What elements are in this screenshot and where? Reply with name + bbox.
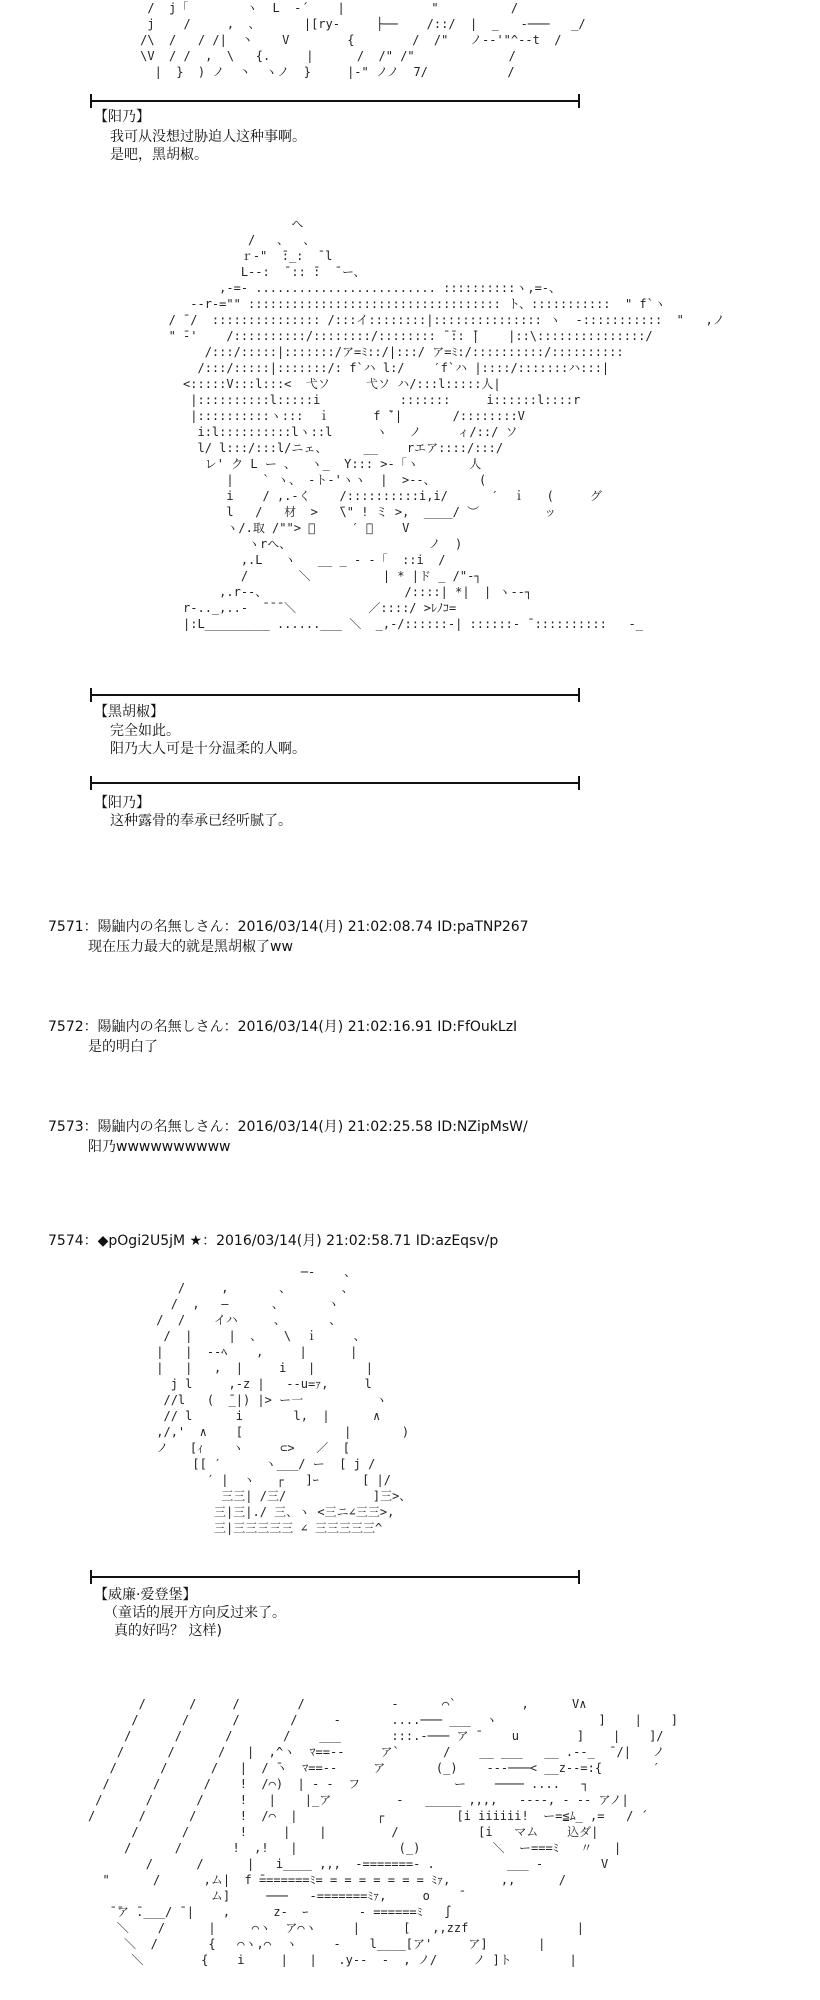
dialogue-line: 完全如此。 bbox=[110, 723, 180, 739]
dialogue-divider bbox=[90, 1576, 580, 1578]
post-body: 是的明白了 bbox=[88, 1039, 158, 1055]
post-header: 7572：陽鼬内の名無しさん：2016/03/14(月) 21:02:16.91 ID:FfOukLzI bbox=[48, 1019, 518, 1035]
bottom-ascii-art: / / / / - ⌒` , V∧ / / / / - ....─── ___ ヽ ] | ] / / / / ___ :::.-─── ア ̄ u ] | ]/ / / / | ,^ヽ ﾏ==-- ア` / __ ___ __ .--_ ̄ /| ノ / / / | / ̄ヽ ﾏ==-- ア (_) ---───< __z--=:{ ′ / / / ! /⌒) | - - フ ー ──── .... ┐ / / / ! | |_ア - _____ ,,,, ----, - -- アノ| / / / ! /⌒ | ┌ [i iiiiii! ー=≦ﾑ_ ,= / ´ / / ! | | / [i マム 込ダ| / / ! ,! | (_) ＼ ー===ﾐ 〃 | / / | i____ ,,, -=======- . ___ - V " / ,ム| f ̄=======ﾐ= = = = = = = = ﾐｧ, ,, / ム] ─── -=======ﾐｧ, o ̄ ̄ ̄ア ̄.___/ ̄ | , z- ｰ - ======ﾐ ∫ ＼ / | ⌒ヽ ア⌒ヽ | [ ,,zzf | ＼ / { ⌒ヽ,⌒ ヽ - l____[ア' ア] | ＼ { i | | .y-- - , ノ/ ノ ]ト | bbox=[88, 1697, 678, 1967]
dialogue-divider bbox=[90, 782, 580, 784]
dialogue-divider bbox=[90, 694, 580, 696]
speaker-label: 【威廉·爱登堡】 bbox=[94, 1587, 197, 1603]
post-header: 7573：陽鼬内の名無しさん：2016/03/14(月) 21:02:25.58 ID:NZipMsW/ bbox=[48, 1119, 528, 1135]
top-ascii-art-fragment: / j「 ヽ L -´ | " / j / , 、 |[ry- ├── /::/ | _ -─── _/ /\ / / /| 丶 V { / /" ノ--'"^--t / \V / / , \ {. | / /" /" / | } ) ノ 丶 ヽノ } |-" ノノ 7/ / bbox=[140, 1, 586, 79]
dialogue-line: 我可从没想过胁迫人这种事啊。 bbox=[110, 129, 306, 145]
speaker-label: 【阳乃】 bbox=[94, 109, 150, 125]
alice-ascii-art: ─- 、 / , 、 、 / , ― 、 ヽ / / イハ 、 、 / | | 、 \ ｉ 、 | | --ﾍ , | | | | , | i | | j l ,-z | --u=ｧ, l //l ( ̄_|) |> ー一 ヽ // l i l, | ∧ ,/,' ∧ [ | ) ノ [ｨ ヽ ⊂> ／ [ [[ ′ ヽ___/ ー [ j / ′ | ヽ ┌ ]ｰ [ |/ 三三| /三/ ]三>、 三|三|./ 三、ヽ <三ニ∠三三>, 三|三三三三三 ∠ 三三三三三^ bbox=[156, 1265, 412, 1535]
black-pepper-ascii-art: へ / 、 、 ｒ-" ̄:_: ̄ l L--: ̄ :: ̄: ̄ ー、 ,-=- ......................... ::::::::::ヽ,=-、 --r-="" ::::::::::::::::::::::::::::::::::: ト、::::::::::: " f`ヽ / ̄ / ::::::::::::::: /:::イ::::::::|::::::::::::::: ヽ -::::::::::: " ,ノ " ̄-' /::::::::::/::::::::/:::::::: ̄ ̄:: ̄| |::\:::::::::::::::/ /:::/:::::|:::::::/ア=ﾐ::/|:::/ ア=ﾐ:/::::::::::/:::::::::: /:::/:::::|:::::::/: f`ハ l:/ ′f`ハ |::::/:::::::ハ:::| <:::::V:::l:::< 弋ソ 弋ソ ハ/:::l:::::人| |::::::::::l:::::i ::::::: i::::::l::::r |::::::::::ヽ::: ｉ f ̄`| /::::::::V i:l::::::::::lヽ::l ヽ ノ ィ/::/ ソ l/ l:::/:::l/ニェ、 __ rエア::::/:::/ レ' ク L ー 、 ヽ_ Y::: >-「ヽ 人 | ` ヽ、 -ト-'ヽヽ | >--、 ( i / ,.-く /::::::::::i,i/ ′ ｉ ( グ l / 材 > ̄\" ! ミ >, ____/ ︶ ッ ヽ/.取 /""> ゙ ′ ー V ヽrへ、 ノ ) ,.L ヽ __ _ - -「 ::i / / ＼ | * |ド _ /"-┐ ,.r--、 /::::| *| | ヽ--┐ r-.._,..- ̄ ̄ ̄ ＼ ／::::/ >ﾚﾉｺ= |:L_________ ......___ ＼ _,-/::::::-| ::::::- ̄ :::::::::: -_ bbox=[168, 217, 725, 631]
post-header: 7574：◆pOgi2U5jM ★：2016/03/14(月) 21:02:58.71 ID:azEqsv/p bbox=[48, 1233, 499, 1249]
post-body: 现在压力最大的就是黑胡椒了ww bbox=[88, 939, 293, 955]
dialogue-divider bbox=[90, 100, 580, 102]
dialogue-line: （童话的展开方向反过来了。 bbox=[104, 1605, 286, 1621]
dialogue-line: 是吧，黑胡椒。 bbox=[110, 147, 208, 163]
dialogue-line: 阳乃大人可是十分温柔的人啊。 bbox=[110, 741, 306, 757]
dialogue-line: 这种露骨的奉承已经听腻了。 bbox=[110, 813, 292, 829]
speaker-label: 【黑胡椒】 bbox=[94, 704, 164, 720]
dialogue-line: 真的好吗？ 这样) bbox=[114, 1623, 222, 1639]
post-body: 阳乃wwwwwwwwww bbox=[88, 1139, 231, 1155]
speaker-label: 【阳乃】 bbox=[94, 795, 150, 811]
post-header: 7571：陽鼬内の名無しさん：2016/03/14(月) 21:02:08.74 ID:paTNP267 bbox=[48, 919, 529, 935]
